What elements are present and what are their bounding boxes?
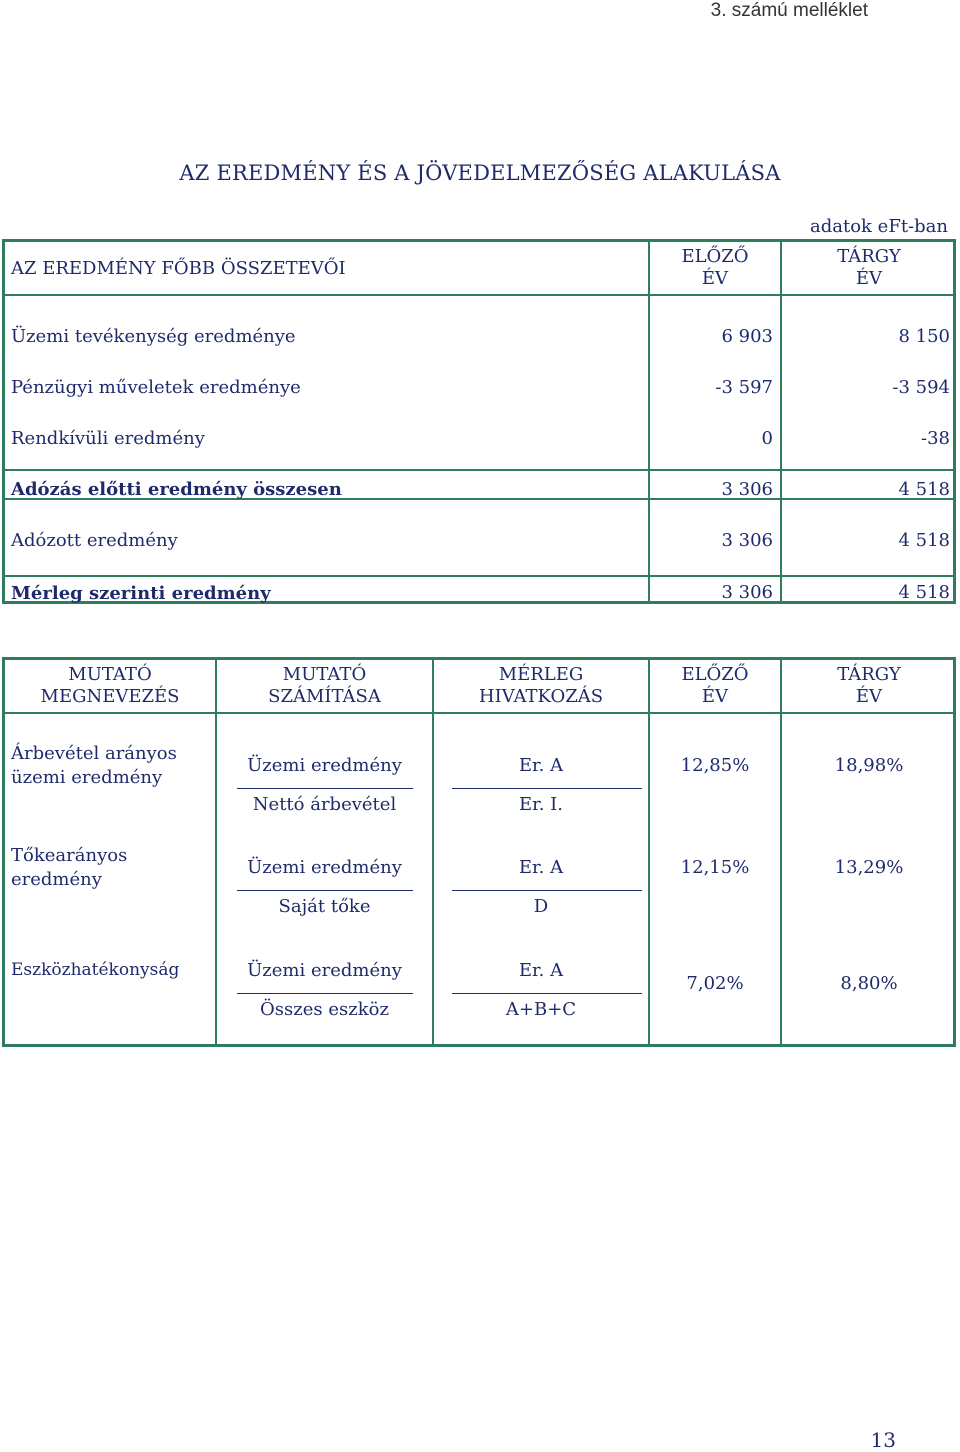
header-divider: [5, 294, 953, 296]
calc-denominator: Saját tőke: [278, 896, 371, 917]
header-curr-line2: ÉV: [855, 268, 883, 289]
header-prev-year: [650, 664, 780, 708]
row-prev-value: 3 306: [721, 479, 773, 500]
page-title: AZ EREDMÉNY ÉS A JÖVEDELMEZŐSÉG ALAKULÁSA: [179, 161, 781, 185]
header-divider: [5, 712, 953, 714]
indicator-name-line: Eszközhatékonyság: [11, 960, 180, 980]
ref-numerator: Er. A: [518, 960, 564, 981]
header-balance-ref: [434, 664, 648, 708]
result-components-table: [2, 239, 956, 604]
indicator-name-line: eredmény: [11, 869, 102, 890]
ref-denominator: D: [533, 896, 549, 917]
calc-numerator: Üzemi eredmény: [247, 755, 402, 776]
fraction-line: [237, 993, 413, 994]
row-label: Mérleg szerinti eredmény: [11, 583, 271, 604]
row-curr-value: 4 518: [898, 530, 950, 551]
header-curr-year: [782, 246, 956, 290]
calc-denominator: Nettó árbevétel: [252, 794, 397, 815]
header-indicator-name: [5, 664, 215, 708]
header-line: ELŐZŐ: [681, 664, 749, 685]
row-prev-value: 3 306: [721, 530, 773, 551]
row-prev-value: -3 597: [715, 377, 773, 398]
header-line: MUTATÓ: [282, 664, 367, 685]
unit-note: adatok eFt-ban: [810, 216, 948, 237]
indicator-name-line: Tőkearányos: [11, 845, 128, 866]
row-label: Rendkívüli eredmény: [11, 428, 205, 449]
header-line: HIVATKOZÁS: [478, 686, 604, 707]
fraction-line: [452, 890, 642, 891]
row-label: Üzemi tevékenység eredménye: [11, 326, 296, 347]
ref-denominator: A+B+C: [505, 999, 577, 1020]
row-prev-value: 3 306: [721, 582, 773, 603]
curr-value: 13,29%: [834, 857, 904, 878]
row-label: Pénzügyi műveletek eredménye: [11, 377, 301, 398]
row-curr-value: -3 594: [892, 377, 950, 398]
ref-denominator: Er. I.: [518, 794, 564, 815]
annex-label: 3. számú melléklet: [710, 0, 868, 21]
fraction-line: [237, 788, 413, 789]
header-prev-line2: ÉV: [701, 268, 729, 289]
indicator-name: [11, 960, 179, 980]
header-line: ÉV: [701, 686, 729, 707]
row-divider: [5, 469, 953, 471]
fraction-line: [452, 788, 642, 789]
indicator-name: [11, 742, 177, 790]
header-line: TÁRGY: [837, 664, 901, 685]
prev-value: 12,85%: [680, 755, 750, 776]
calc-denominator: Összes eszköz: [260, 999, 389, 1020]
row-label: Adózás előtti eredmény összesen: [11, 479, 342, 500]
prev-value: 12,15%: [680, 857, 750, 878]
calc-numerator: Üzemi eredmény: [247, 960, 402, 981]
row-curr-value: 4 518: [898, 582, 950, 603]
curr-value: 18,98%: [834, 755, 904, 776]
header-label: AZ EREDMÉNY FŐBB ÖSSZETEVŐI: [11, 258, 346, 279]
row-curr-value: 4 518: [898, 479, 950, 500]
header-prev-line1: ELŐZŐ: [681, 246, 749, 267]
header-curr-line1: TÁRGY: [837, 246, 901, 267]
indicator-name-line: üzemi eredmény: [11, 767, 163, 788]
row-curr-value: 8 150: [898, 326, 950, 347]
ref-numerator: Er. A: [518, 755, 564, 776]
ref-numerator: Er. A: [518, 857, 564, 878]
indicators-table: [2, 657, 956, 1047]
header-line: MÉRLEG: [498, 664, 584, 685]
header-line: MEGNEVEZÉS: [40, 686, 180, 707]
prev-value: 7,02%: [686, 973, 744, 994]
page-number: 13: [870, 1428, 896, 1452]
header-line: SZÁMÍTÁSA: [268, 686, 381, 707]
header-line: MUTATÓ: [68, 664, 152, 685]
indicator-name-line: Árbevétel arányos: [11, 743, 177, 764]
curr-value: 8,80%: [840, 973, 898, 994]
indicator-name: [11, 844, 127, 892]
row-prev-value: 0: [761, 428, 773, 449]
header-line: ÉV: [855, 686, 883, 707]
header-prev-year: [650, 246, 780, 290]
fraction-line: [452, 993, 642, 994]
calc-numerator: Üzemi eredmény: [247, 857, 402, 878]
header-curr-year: [782, 664, 956, 708]
row-divider: [5, 575, 953, 577]
row-label: Adózott eredmény: [11, 530, 178, 551]
col-divider: [432, 660, 434, 1044]
row-prev-value: 6 903: [721, 326, 773, 347]
fraction-line: [237, 890, 413, 891]
header-indicator-calc: [217, 664, 432, 708]
row-curr-value: -38: [921, 428, 950, 449]
col-divider: [215, 660, 217, 1044]
